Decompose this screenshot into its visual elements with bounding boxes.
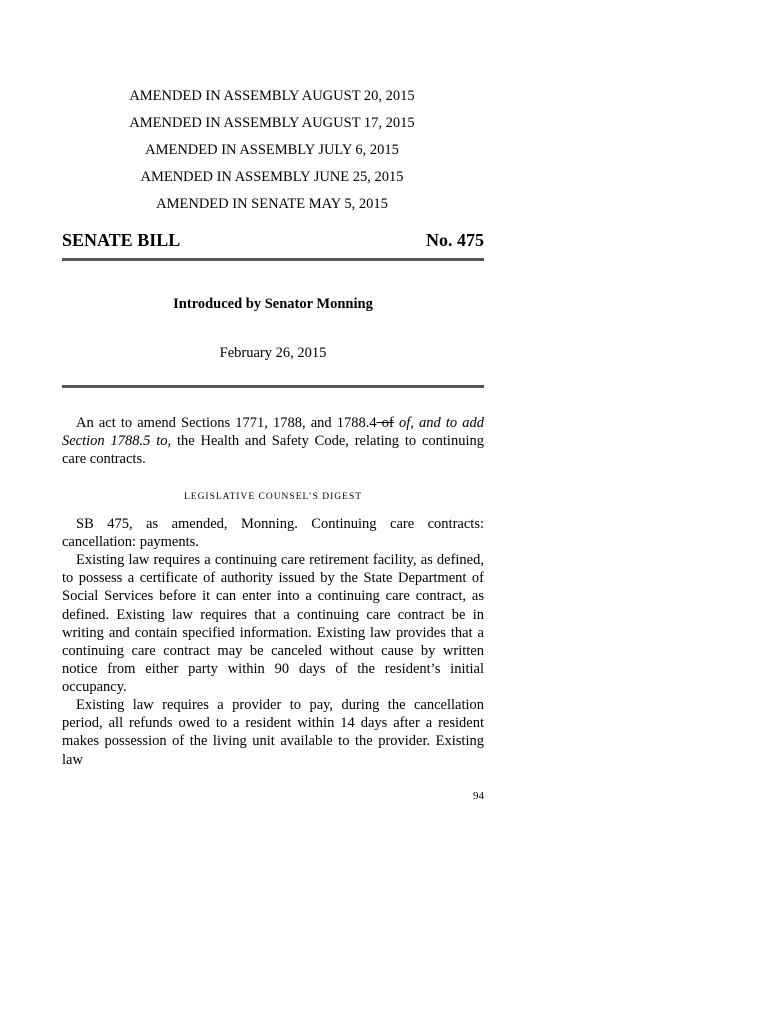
bill-type: SENATE BILL xyxy=(62,230,181,250)
amendment-line: AMENDED IN ASSEMBLY JULY 6, 2015 xyxy=(145,142,399,158)
bottom-rule xyxy=(62,385,484,388)
digest-paragraph: Existing law requires a provider to pay, during the cancellation period, all refunds owed to a resident within 14 days after a resident makes possession of the living unit available to the provider. Existing law xyxy=(62,697,484,768)
act-struck-text: of xyxy=(376,415,394,431)
digest-paragraph: Existing law requires a continuing care retirement facility, as defined, to possess a certificate of authority issued by the State Department of Social Services before it can enter into a continuing care contract, as defined. Existing law requires that a continuing care contract be in writing and contain specified information. Existing law provides that a continuing care contract may be canceled without cause by written notice from either party within 90 days of the resident’s initial occupancy. xyxy=(62,552,484,696)
act-title xyxy=(62,414,484,469)
digest-summary: SB 475, as amended, Monning. Continuing care contracts: cancellation: payments. xyxy=(62,516,484,551)
introduced-by: Introduced by Senator Monning xyxy=(173,296,373,312)
bill-number: No. 475 xyxy=(426,230,484,250)
amendment-line: AMENDED IN ASSEMBLY AUGUST 17, 2015 xyxy=(129,115,415,131)
act-inserted-text: of, and to add Section 1788.5 to, xyxy=(62,415,484,450)
page-number: 94 xyxy=(473,790,484,802)
digest-heading: LEGISLATIVE COUNSEL’S DIGEST xyxy=(183,492,363,502)
act-text: An act to amend Sections 1771, 1788, and 1788.4 xyxy=(76,415,377,431)
introduction-date: February 26, 2015 xyxy=(219,345,327,361)
amendment-line: AMENDED IN SENATE MAY 5, 2015 xyxy=(156,196,388,212)
top-rule xyxy=(62,258,484,261)
amendment-line: AMENDED IN ASSEMBLY AUGUST 20, 2015 xyxy=(129,88,415,104)
act-text-continued: the Health and Safety Code, relating to continuing care contracts. xyxy=(62,433,484,468)
amendment-line: AMENDED IN ASSEMBLY JUNE 25, 2015 xyxy=(140,169,404,185)
